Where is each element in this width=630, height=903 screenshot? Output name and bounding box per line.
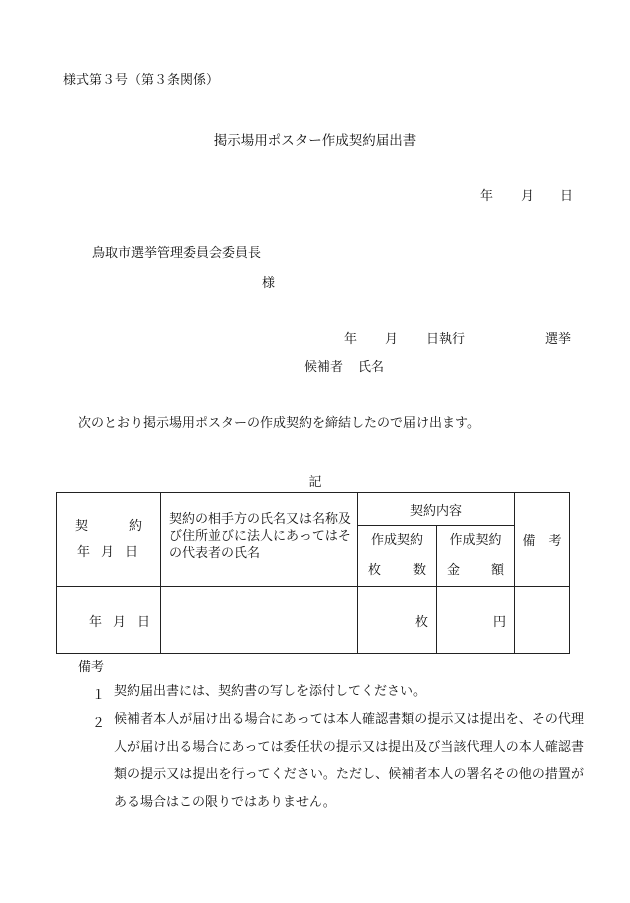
remark-text-2-body: 候補者本人が届け出る場合にあっては本人確認書類の提示又は提出を、その代理人が届け出る場合にあっては委任状の提示又は提出及び当該代理人の本人確認書類の提示又は提出を行ってください。ただし、候補者本人の署名その他の措置がある場合はこの限りではありません。 — [114, 712, 584, 810]
election-year: 年 — [344, 332, 358, 347]
row-date-day: 日 — [136, 614, 150, 630]
row-date-year: 年 — [89, 614, 103, 630]
contract-table — [56, 492, 570, 654]
row-party-cell[interactable] — [161, 587, 358, 654]
count-header-top: 作成契約 — [370, 533, 423, 548]
candidate-label: 候補者 — [304, 360, 344, 375]
contract-date-day: 日 — [124, 544, 138, 560]
contract-date-year: 年 — [77, 544, 91, 560]
document-title: 掲示場用ポスター作成契約届出書 — [213, 133, 417, 149]
election-suffix: 選挙 — [545, 332, 572, 347]
amount-header-char-2: 額 — [491, 563, 505, 578]
amount-header-top: 作成契約 — [449, 533, 502, 548]
amount-header — [437, 526, 515, 587]
date-month: 月 — [521, 189, 535, 204]
contract-date-header — [57, 493, 161, 587]
date-year: 年 — [480, 189, 494, 204]
contract-date-char-2: 約 — [128, 518, 142, 534]
remark-text-2 — [114, 706, 584, 816]
notes-header: 備 考 — [515, 493, 570, 587]
intro-text: 次のとおり掲示場用ポスターの作成契約を締結したので届け出ます。 — [78, 416, 480, 431]
row-amount-unit: 円 — [493, 614, 507, 630]
election-day-exec: 日執行 — [426, 332, 466, 347]
count-header-char-2: 数 — [412, 563, 426, 578]
row-notes-cell[interactable] — [515, 587, 570, 654]
contract-date-char-1: 契 — [75, 518, 89, 534]
election-month: 月 — [385, 332, 399, 347]
date-day: 日 — [560, 189, 574, 204]
remark-number-1: １ — [92, 688, 106, 703]
party-header: 契約の相手方の氏名又は名称及び住所並びに法人にあってはその代表者の氏名 — [161, 493, 358, 587]
remark-number-2: ２ — [92, 716, 106, 731]
remarks-heading: 備考 — [78, 660, 105, 675]
count-header — [358, 526, 437, 587]
table-row — [57, 587, 570, 654]
row-count-cell[interactable] — [358, 587, 437, 654]
row-amount-cell[interactable] — [437, 587, 515, 654]
ki-mark: 記 — [308, 475, 322, 490]
remark-text-1: 契約届出書には、契約書の写しを添付してください。 — [114, 684, 427, 699]
addressee-honorific: 様 — [262, 276, 276, 291]
candidate-name-label: 氏名 — [358, 360, 385, 375]
contract-date-month: 月 — [100, 544, 114, 560]
amount-header-char-1: 金 — [447, 563, 461, 578]
addressee-name: 鳥取市選挙管理委員会委員長 — [92, 246, 262, 261]
row-date-month: 月 — [112, 614, 126, 630]
row-date-cell[interactable] — [57, 587, 161, 654]
content-header: 契約内容 — [358, 493, 515, 526]
count-header-char-1: 枚 — [368, 563, 382, 578]
row-count-unit: 枚 — [414, 614, 428, 630]
form-number: 様式第３号（第３条関係） — [63, 73, 220, 88]
